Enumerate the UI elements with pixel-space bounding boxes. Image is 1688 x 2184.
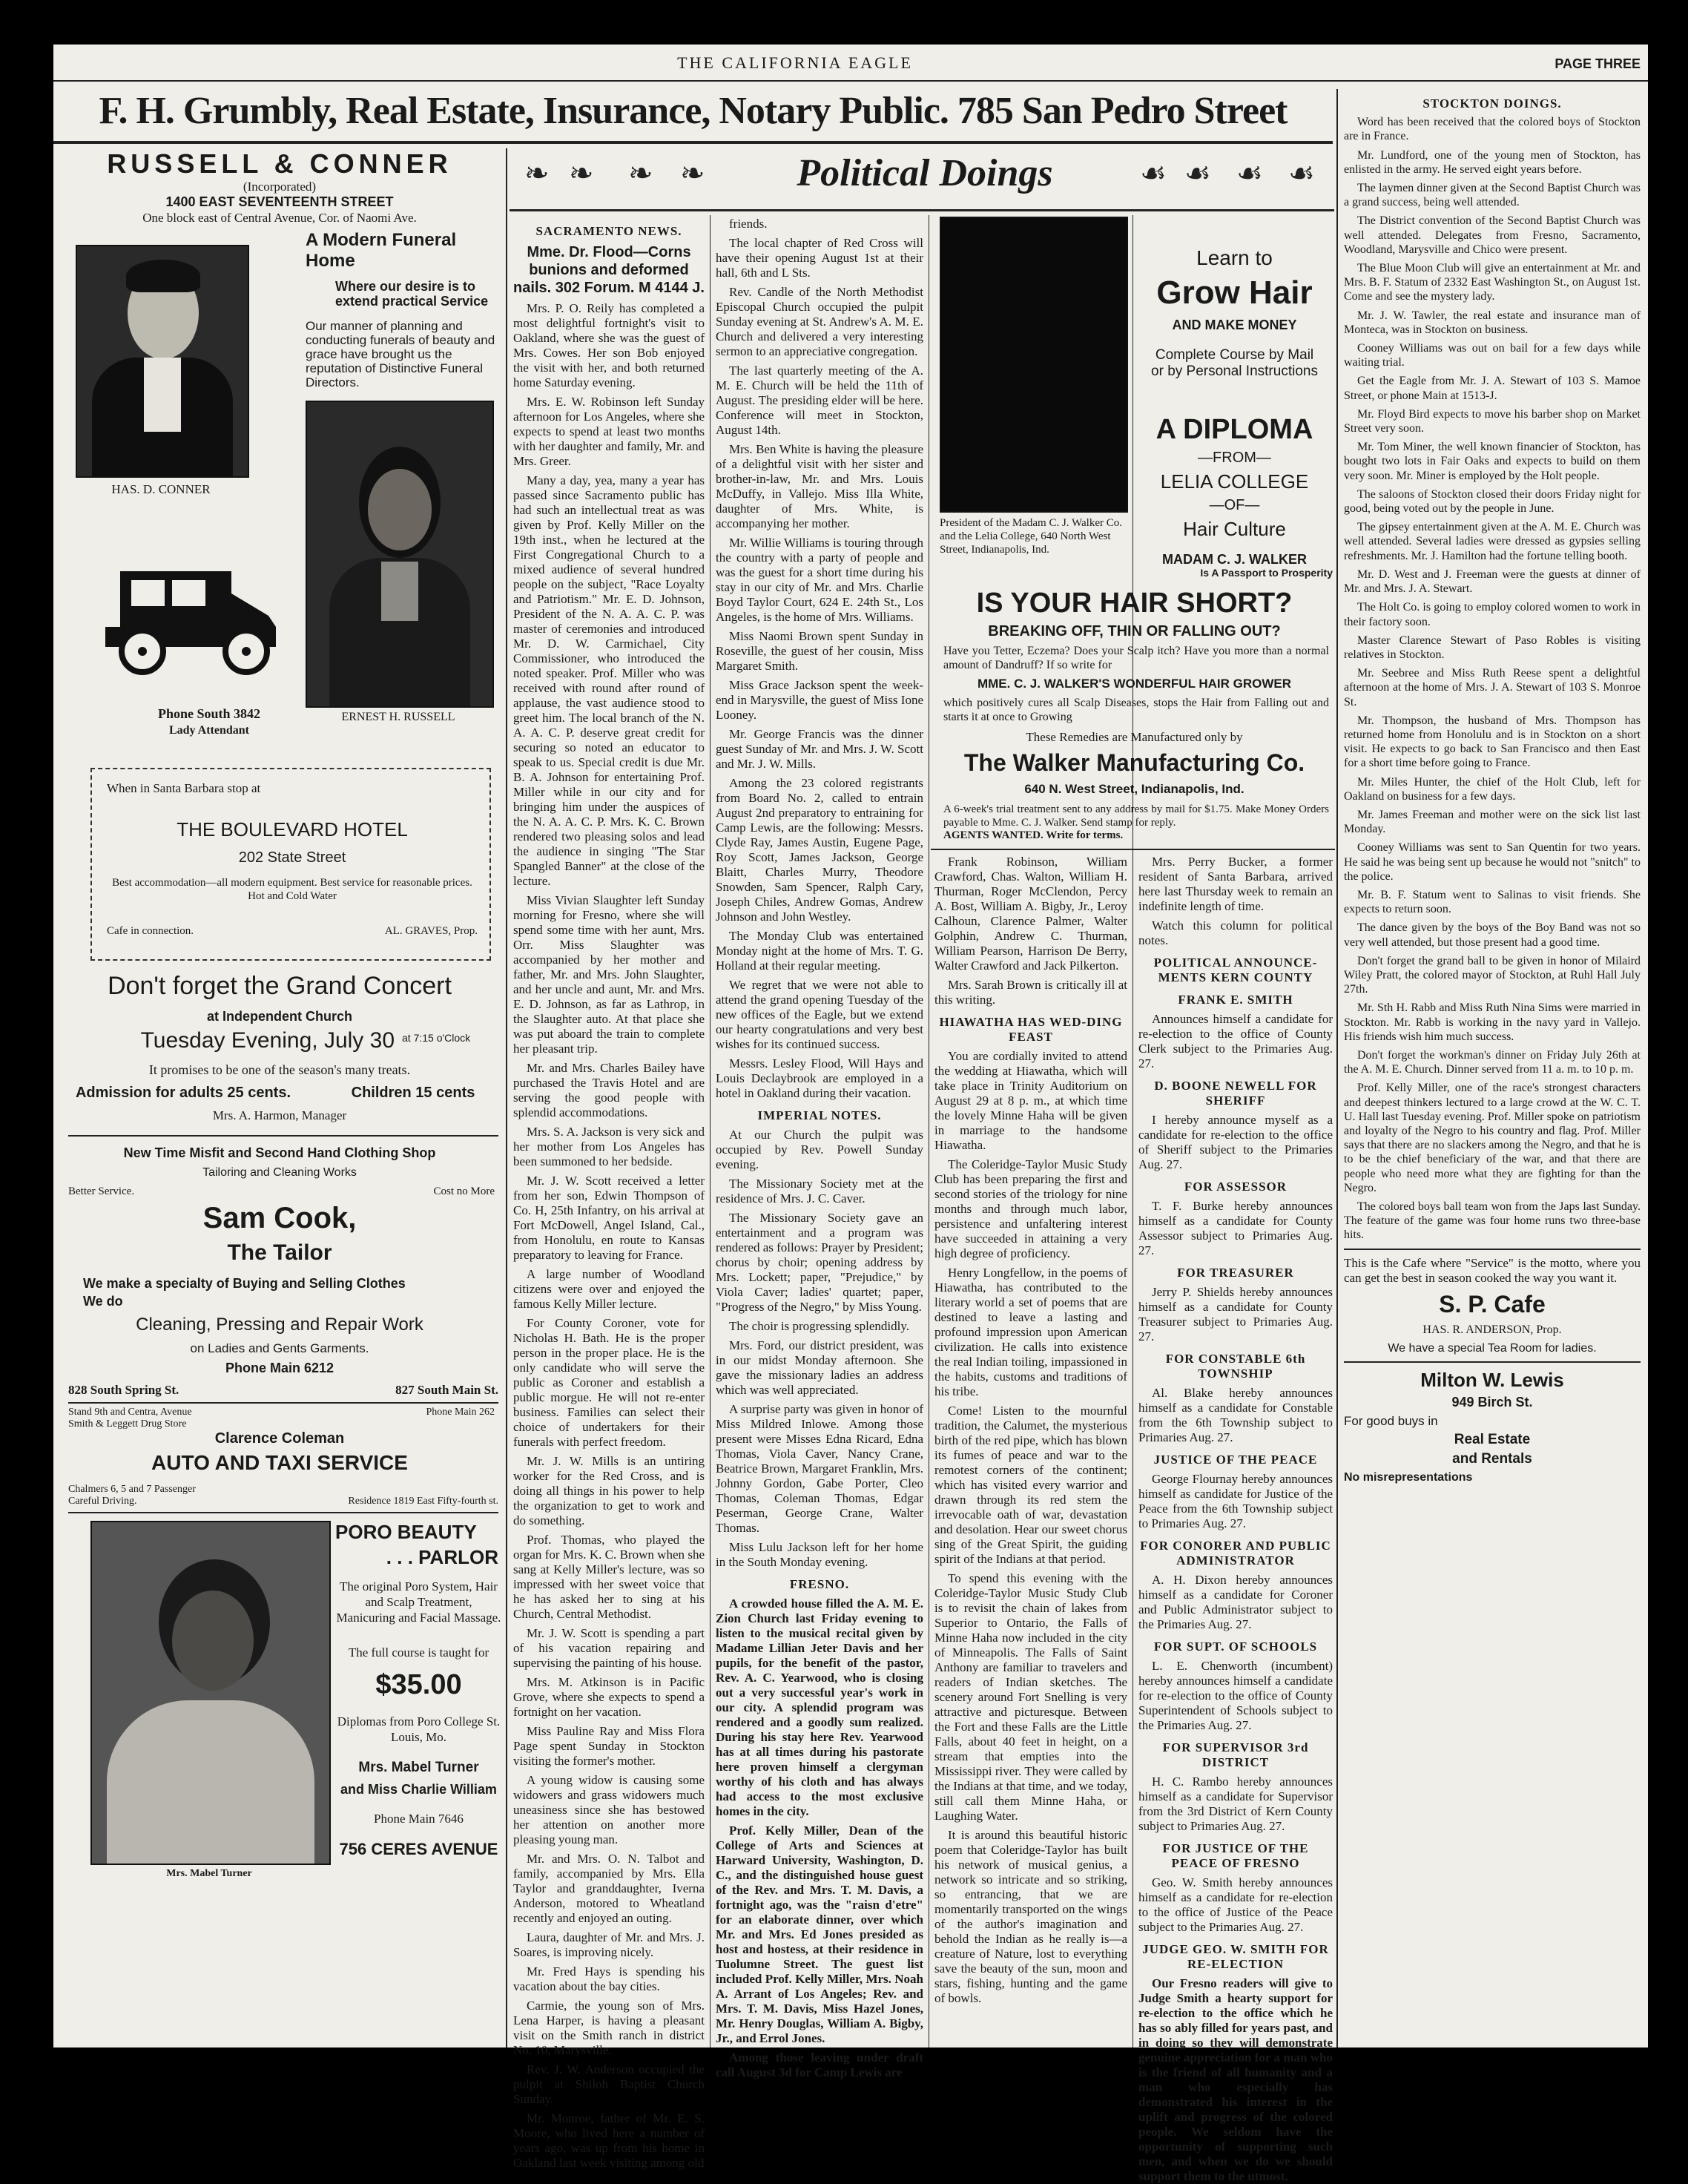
article-paragraph: Mr. Sth H. Rabb and Miss Ruth Nina Sims were married in Stockton. Mr. Rabb is working in the navy yard in Vallejo. His friends wish him much success. [1344, 1001, 1641, 1043]
conner-photo [76, 245, 249, 478]
announcement-text: I hereby announce myself as a candidate for re-election to the office of Sheriff subject to the Primaries Aug. 27. [1138, 1113, 1333, 1171]
walker-complete: Complete Course by Mail or by Personal Instructions [1151, 347, 1318, 379]
poro-title1: PORO BEAUTY [335, 1521, 477, 1543]
samcook-addr2: 827 South Main St. [395, 1383, 498, 1397]
eagle-ornament-icon: ❧ [628, 157, 653, 190]
article-paragraph: Mrs. Ford, our district president, was in our midst Monday afternoon. She gave the missionary ladies an address which was well appreciated. [716, 1338, 923, 1397]
column-sacramento [513, 217, 705, 2170]
sacramento-heading: SACRAMENTO NEWS. [535, 224, 682, 238]
madam-walker-photo [940, 217, 1128, 513]
concert-children: Children 15 cents [351, 1085, 475, 1101]
article-paragraph: A crowded house filled the A. M. E. Zion Church last Friday evening to listen to the musical recital given by Madame Lillian Jeter Davis and her pupils, for the benefit of the pastor, Rev. A. C. Yearwood, who is closing out a very successful year's work in our city. A splendid program was rendered and a goodly sum realized. During his stay here Rev. Yearwood has at all times during his pastorate here proven himself a clergyman worthy of his cloth and has always had access to the most exclusive homes in the city. [716, 1596, 923, 1818]
flood-ad: Mme. Dr. Flood—Corns bunions and deformed nails. 302 Forum. M 4144 J. [513, 244, 705, 296]
announcement-text: Announces himself a candidate for re-election to the office of County Clerk subject to the Primaries Aug. 27. [1138, 1012, 1333, 1070]
article-paragraph: For County Coroner, vote for Nicholas H. Bath. He is the proper person in the proper place. He is the only candidate who will serve the public as Coroner and establish a public morgue. He will not re-enter business. Families can select their choice of undertakers for their funerals with perfect freedom. [513, 1316, 705, 1449]
walker-culture: Hair Culture [1183, 518, 1286, 540]
article-paragraph: It is around this beautiful historic poem that Coleridge-Taylor has built his network of musical genius, a network so intricate and so striking, so entrancing, that we are momentarily transported on the wings of the author's imagination and behold the Indian as he really is—a creature of Nature, lost to everything save the beauty of the sun, moon and stars, fishing, hunting and the game of bowls. [934, 1828, 1127, 2005]
article-paragraph: Mr. George Francis was the dinner guest Sunday of Mr. and Mrs. J. W. Scott and Mr. J. W. Mills. [716, 727, 923, 771]
article-paragraph: Prof. Kelly Miller, one of the race's strongest characters and deepest thinkers lectured to a large crowd at the W. C. T. U. Hall last Tuesday evening. Prof. Miller spoke on patriotism and loyalty of the Negro to his country and flag. Prof. Miller says that there are no slackers among the Negro, and that he is to be the chief beneficiary of the war, and that there are people who need more what they are fighting for than the Negro. [1344, 1082, 1641, 1194]
article-paragraph: Prof. Kelly Miller, Dean of the College of Arts and Sciences at Harward University, Washington, D. C., and the distinguished house guest of the Rev. and Mrs. T. M. Davis, a fortnight ago, was the "raisn d'etre" for an elaborate dinner, over which Mr. and Mrs. Ed Jones presided as host and hostess, at their residence in Tuolumne Street. The guest list included Prof. Kelly Miller, Mrs. Noah A. Arrant of Los Angeles; Rev. and Mrs. T. M. Davis, Miss Hazel Jones, Mr. Henry Douglas, William A. Bigby, Jr., and Errol Jones. [716, 1823, 923, 2045]
stockton-heading: STOCKTON DOINGS. [1422, 96, 1562, 111]
article-paragraph: The local chapter of Red Cross will have their opening August 1st at their hall, 6th and L Sts. [716, 236, 923, 280]
political-announcements [1138, 993, 1333, 2184]
walker-diploma: A DIPLOMA [1155, 414, 1313, 445]
page-number: PAGE THREE [1555, 56, 1641, 71]
poro-names1: Mrs. Mabel Turner [358, 1760, 479, 1775]
announcement-text: L. E. Chenworth (incumbent) hereby announces himself a candidate for re-election to the office of County Superintendent of Schools subject to the Primaries Aug. 27. [1138, 1659, 1333, 1732]
col-rule-5 [1336, 89, 1338, 2048]
political-rule [510, 209, 1334, 211]
walker-grower: MME. C. J. WALKER'S WONDERFUL HAIR GROWER [977, 677, 1292, 691]
article-paragraph: Watch this column for political notes. [1138, 918, 1333, 947]
article-paragraph: Laura, daughter of Mr. and Mrs. J. Soares, is improving nicely. [513, 1930, 705, 1959]
article-paragraph: A young widow is causing some widowers and grass widowers much uneasiness since she has bestowed her attention on another more pleasing young man. [513, 1773, 705, 1846]
article-paragraph: A large number of Woodland citizens were over and enjoyed the famous Kelly Miller lecture. [513, 1267, 705, 1311]
walker-which: which positively cures all Scalp Diseases, stops the Hair from Falling out and starts it at once to Growing [943, 697, 1329, 723]
coleman-careful: Careful Driving. [68, 1496, 137, 1507]
samcook-ladies: on Ladies and Gents Garments. [190, 1341, 369, 1355]
lewis-rentals: and Rentals [1452, 1450, 1532, 1467]
article-paragraph: You are cordially invited to attend the wedding at Hiawatha, which will take place in Trinity Auditorium on August 29 at 8 p. m., at which time the lovely Minne Haha will be given in marriage to the handsome Hiawatha. [934, 1049, 1127, 1152]
article-paragraph: Mr. Fred Hays is spending his vacation about the bay cities. [513, 1964, 705, 1993]
samcook-rule [68, 1402, 498, 1404]
coleman-name: Clarence Coleman [214, 1430, 345, 1447]
walker-addr: 640 N. West Street, Indianapolis, Ind. [1024, 782, 1244, 796]
coleman-residence: Residence 1819 East Fifty-fourth st. [348, 1496, 498, 1507]
article-paragraph: Miss Pauline Ray and Miss Flora Page spent Sunday in Stockton visiting the former's mother. [513, 1724, 705, 1768]
article-paragraph: Miss Lulu Jackson left for her home in the South Monday evening. [716, 1540, 923, 1569]
article-paragraph: Rev. J. W. Anderson occupied the pulpit at Shiloh Baptist Church Sunday. [513, 2062, 705, 2106]
article-paragraph: Rev. Candle of the North Methodist Episcopal Church occupied the pulpit Sunday evening at St. Andrew's A. M. E. Church and delivered a very interesting sermon to an appreciative congregation. [716, 285, 923, 358]
poro-price: $35.00 [375, 1669, 462, 1700]
article-paragraph: The choir is progressing splendidly. [729, 1319, 909, 1333]
announcement-text: Geo. W. Smith hereby announces himself as a candidate for re-election to the office of Justice of the Peace subject to the Primaries Aug. 27. [1138, 1875, 1333, 1934]
russell-block: One block east of Central Avenue, Cor. of Naomi Ave. [142, 211, 417, 225]
article-paragraph: The Coleridge-Taylor Music Study Club has been preparing the first and second stories of the triology for nine months and through much labor, persistence and unfaltering interest have succeeded in attaining a very high degree of proficiency. [934, 1157, 1127, 1260]
banner-rule [53, 141, 1333, 144]
boulevard-name: THE BOULEVARD HOTEL [177, 818, 408, 841]
column-red-cross [716, 217, 923, 2079]
coleman-phone: Phone Main 262 [426, 1407, 495, 1418]
walker-president: President of the Madam C. J. Walker Co. and the Lelia College, 640 North West Street, Indianapolis, Ind. [940, 517, 1122, 556]
samcook-cleaning: Cleaning, Pressing and Repair Work [136, 1315, 423, 1335]
announcement-text: Jerry P. Shields hereby announces himself as a candidate for County Treasurer subject to Primaries Aug. 27. [1138, 1285, 1333, 1343]
stockton-paragraphs [1344, 115, 1641, 1242]
article-paragraph: Mrs. S. A. Jackson is very sick and her mother from Los Angeles has been summoned to her bedside. [513, 1125, 705, 1168]
poro-diplomas: Diplomas from Poro College St. Louis, Mo. [337, 1714, 501, 1744]
russell-phone: Phone South 3842 [157, 706, 261, 721]
article-paragraph: Get the Eagle from Mr. J. A. Stewart of 103 S. Mamoe Street, or phone Main at 1513-J. [1344, 375, 1641, 402]
political-doings-title: Political Doings [797, 152, 1053, 194]
walker-learn: Learn to [1196, 246, 1273, 269]
article-paragraph: Henry Longfellow, in the poems of Hiawatha, has contributed to the literary world a set of poems that are destined to leave a lasting and profound impression upon American civilization. He calls into existence the real Indian toiling, impassioned in the habits, customs and traditions of his tribe. [934, 1266, 1127, 1398]
article-paragraph: The Missionary Society met at the residence of Mrs. J. C. Caver. [716, 1177, 923, 1206]
eagle-ornament-icon: ☙ [1236, 157, 1263, 190]
sp-cafe-tea: We have a special Tea Room for ladies. [1388, 1341, 1597, 1355]
announcement-heading: D. BOONE NEWELL FOR SHERIFF [1154, 1079, 1317, 1108]
article-paragraph: Mr. Tom Miner, the well known financier of Stockton, has bought two lots in Fair Oaks and expects to build on them very soon. Mr. Miner is employed by the Holt people. [1344, 441, 1641, 482]
hearse-car-icon [98, 564, 291, 682]
samcook-wedo: We do [83, 1294, 123, 1309]
article-paragraph: The Monday Club was entertained Monday night at the home of Mrs. T. G. Holland at their regular meeting. [716, 929, 923, 973]
article-paragraph: Mr. Thompson, the husband of Mrs. Thompson has returned home from Honolulu and is in Stockton on a short visit. He expects to go back to San Francisco and then East for a short time before going to France. [1344, 714, 1641, 770]
article-paragraph: The colored boys ball team won from the Japs last Sunday. The feature of the game was four home runs two three-base hits. [1344, 1200, 1641, 1242]
walker-of: —OF— [1209, 497, 1260, 513]
article-paragraph: Mrs. Ben White is having the pleasure of a delightful visit with her sister and brother-in-law, Mr. and Mrs. Louis McDuffy, in Vallejo. Miss Illa White, daughter of Mrs. White, is accompanying her mother. [716, 442, 923, 530]
poro-title2: . . . PARLOR [386, 1546, 498, 1568]
walker-mfg: The Walker Manufacturing Co. [963, 749, 1305, 776]
announcement-heading: FOR TREASURER [1177, 1266, 1294, 1280]
kern-heading: POLITICAL ANNOUNCE-MENTS KERN COUNTY [1153, 956, 1318, 984]
article-paragraph: Mrs. P. O. Reily has completed a most delightful fortnight's visit to Oakland, where she was the guest of Mrs. Cowes. Her son Bob enjoyed the visit with her, and both returned home Saturday evening. [513, 301, 705, 389]
article-paragraph: Miss Naomi Brown spent Sunday in Roseville, the guest of her cousin, Miss Margaret Smith. [716, 629, 923, 673]
article-paragraph: Master Clarence Stewart of Paso Robles is visiting relatives in Stockton. [1344, 634, 1641, 661]
article-paragraph: Messrs. Lesley Flood, Will Hays and Louis Declaybrook are employed in a hotel in Oakland during their vacation. [716, 1056, 923, 1100]
poro-names2: and Miss Charlie William [340, 1782, 497, 1797]
announcement-heading: JUDGE GEO. W. SMITH FOR RE-ELECTION [1142, 1942, 1329, 1971]
article-paragraph: The Holt Co. is going to employ colored women to work in their factory soon. [1344, 601, 1641, 628]
russell-attendant: Lady Attendant [168, 724, 250, 737]
article-paragraph: The gipsey entertainment given at the A. M. E. Church was well attended. Several ladies were dressed as gypsies selling refreshments. Mr. J. Hamilton had the fortune telling booth. [1344, 521, 1641, 562]
article-paragraph: To spend this evening with the Coleridge-Taylor Music Study Club is to revisit the chain of lakes from Superior to Ontario, the Falls of Minne Haha now included in the city of Minneapolis. The Falls of Saint Anthony are familiar to travelers and readers of Indian sketches. The scenery around Fort Snelling is very attractive and picturesque. Between the Fort and these Falls are the Little Falls, about 40 feet in height, on a stream that empties into the Mississippi river. They were called by the Indians at that time, and we today, still call them Minne Haha, or Laughing Water. [934, 1571, 1127, 1823]
article-paragraph: Among those leaving under draft call August 3d for Camp Lewis are [716, 2050, 923, 2079]
eagle-ornament-icon: ❧ [524, 157, 550, 190]
article-paragraph: Mrs. Sarah Brown is critically ill at this writing. [934, 978, 1127, 1007]
boulevard-prop: AL. GRAVES, Prop. [384, 925, 478, 937]
russell-inc: (Incorporated) [243, 180, 317, 194]
article-paragraph: Cooney Williams was out on bail for a few days while waiting trial. [1344, 342, 1641, 369]
hiawatha-paragraphs [934, 1049, 1127, 2006]
coleman-stand: Stand 9th and Centra, Avenue [68, 1407, 192, 1418]
eagle-ornament-icon: ❧ [680, 157, 705, 190]
column-political [1138, 855, 1333, 2183]
fresno-heading: FRESNO. [789, 1577, 850, 1591]
masthead-rule [53, 80, 1648, 82]
col-rule-1 [506, 148, 507, 2048]
eagle-ornament-icon: ☙ [1288, 157, 1315, 190]
coleman-rule [68, 1512, 498, 1513]
announcement-heading: FOR CONSTABLE 6th TOWNSHIP [1165, 1352, 1306, 1381]
coleman-service: AUTO AND TAXI SERVICE [151, 1451, 408, 1474]
sacramento-paragraphs [513, 301, 705, 2171]
walker-breaking: BREAKING OFF, THIN OR FALLING OUT? [988, 623, 1281, 639]
article-paragraph: Come! Listen to the mournful tradition, the Calumet, the mysterious birth of the red pipe, which has blown its fumes of peace and war to the remotest corners of the continent; which has visited every warrior and drawn through its red stem the irrevocable oath of war, devastation and desolation. Hear our sweet chorus sing of the Great Spirit, the guiding spirit of the Indians at that period. [934, 1404, 1127, 1566]
samcook-cost: Cost no More [433, 1185, 495, 1197]
banner-grumbly: F. H. Grumbly, Real Estate, Insurance, Notary Public. 785 San Pedro Street [99, 90, 1288, 132]
imperial-paragraphs [716, 1128, 923, 1570]
walker-rule [931, 849, 1335, 850]
russell-tagline2: Where our desire is to extend practical Service [335, 279, 489, 309]
coleman-smith: Smith & Leggett Drug Store [68, 1418, 187, 1430]
lewis-real: Real Estate [1454, 1432, 1531, 1448]
announcement-text: A. H. Dixon hereby announces himself as a candidate for Coroner and Public Administrator subject to the Primaries Aug. 27. [1138, 1573, 1333, 1631]
fresno-paragraphs [716, 1596, 923, 2080]
concert-date: Tuesday Evening, July 30 [140, 1028, 395, 1053]
col-rule-2 [710, 215, 711, 2048]
article-paragraph: Mr. Floyd Bird expects to move his barber shop on Market Street very soon. [1344, 407, 1641, 435]
announcement-heading: FRANK E. SMITH [1178, 993, 1293, 1007]
lewis-name: Milton W. Lewis [1420, 1369, 1564, 1392]
article-paragraph: The saloons of Stockton closed their doors Friday night for good, being voted out by the people in June. [1344, 487, 1641, 516]
walker-madam: MADAM C. J. WALKER [1162, 552, 1307, 567]
walker-money: AND MAKE MONEY [1172, 318, 1297, 332]
article-paragraph: Mr. and Mrs. Charles Bailey have purchased the Travis Hotel and are serving the good people with splendid accommodations. [513, 1061, 705, 1119]
article-paragraph: Mr. B. F. Statum went to Salinas to visit friends. She expects to return soon. [1344, 888, 1641, 916]
article-paragraph: Mr. D. West and J. Freeman were the guests at dinner of Mr. and Mrs. J. A. Stewart. [1344, 568, 1641, 596]
walker-agents: AGENTS WANTED. Write for terms. [943, 829, 1124, 841]
announcement-heading: FOR SUPERVISOR 3rd DISTRICT [1162, 1740, 1309, 1769]
russell-address: 1400 EAST SEVENTEENTH STREET [165, 194, 394, 209]
article-paragraph: Mr. J. W. Scott is spending a part of his vacation repairing and supervising the painting of his house. [513, 1626, 705, 1670]
article-paragraph: Don't forget the workman's dinner on Friday July 26th at the A. M. E. Church. Dinner served from 11 a. m. to 10 p. m. [1344, 1048, 1641, 1076]
boulevard-line1: When in Santa Barbara stop at [107, 781, 261, 795]
draft-list [934, 855, 1127, 1007]
paper-name: THE CALIFORNIA EAGLE [677, 53, 913, 72]
concert-manager: Mrs. A. Harmon, Manager [212, 1108, 347, 1122]
concert-title: Don't forget the Grand Concert [108, 972, 452, 1000]
walker-passport: Is A Passport to Prosperity [1200, 567, 1333, 579]
article-paragraph: At our Church the pulpit was occupied by Rev. Powell Sunday evening. [716, 1128, 923, 1171]
samcook-addr1: 828 South Spring St. [68, 1383, 179, 1397]
boulevard-address: 202 State Street [238, 849, 346, 866]
announcement-text: T. F. Burke hereby announces himself as a candidate for County Assessor subject to Primaries Aug. 27. [1138, 1199, 1333, 1257]
boulevard-hotel-ad [90, 768, 491, 961]
article-paragraph: Don't forget the grand ball to be given in honor of Milaird Wiley Pratt, the colored mayor of Stockton, at Ruhl Hall July 27th. [1344, 954, 1641, 996]
samcook-phone: Phone Main 6212 [225, 1361, 334, 1375]
article-paragraph: Mr. J. W. Scott received a letter from her son, Edwin Thompson of Co. H, 25th Infantry, on his arrival at Fort McDowell, Angel Island, Cal., from Honolulu, en route to Kansas preparatory to leaving for France. [513, 1174, 705, 1262]
announcement-heading: JUSTICE OF THE PEACE [1153, 1453, 1318, 1467]
red-cross-paragraphs [716, 217, 923, 1101]
announcement-heading: FOR JUSTICE OF THE PEACE OF FRESNO [1162, 1841, 1309, 1870]
article-paragraph: The Missionary Society gave an entertainment and a program was rendered as follows: Prayer by President; chorus by choir; opening address by Mrs. Lockett; paper, "Prejudice," by Viola Caver; ladies' quartet; paper, "Progress of the Negro," by Miss Young. [716, 1211, 923, 1314]
article-paragraph: friends. [729, 217, 768, 231]
announcement-text: H. C. Rambo hereby announces himself as a candidate for Supervisor from the 3rd District of Kern County subject to Primaries Aug. 27. [1138, 1774, 1333, 1833]
russell-body: Our manner of planning and conducting funerals of beauty and grace have brought us the reputation of Distinctive Funeral Directors. [306, 319, 495, 389]
eagle-ornament-icon: ❧ [569, 157, 594, 190]
article-paragraph: Frank Robinson, William Crawford, Chas. Walton, William H. Thurman, Roger McClendon, Percy A. Bost, William A. Bigby, Jr., Leroy Calhoun, Clarence Palmer, Walter Golphin, Andrew C. Thurman, William Pearson, Harrison De Berry, Walter Crawford and Jack Pilkerton. [934, 855, 1127, 973]
mabel-turner-photo [90, 1521, 331, 1865]
russell-conner-name: RUSSELL & CONNER [107, 148, 452, 179]
column-hiawatha [934, 855, 1127, 2042]
article-paragraph: Mr. Monroe, father of Mr. E. S. Moore, who lived here a number of years ago, was up from his home in Oakland last week visiting among old [513, 2111, 705, 2170]
article-paragraph: Mrs. Perry Bucker, a former resident of Santa Barbara, arrived here last Thursday week to remain an indefinite length of time. [1138, 855, 1333, 913]
walker-tetter: Have you Tetter, Eczema? Does your Scalp itch? Have you more than a normal amount of Dandruff? If so write for [943, 645, 1329, 671]
samcook-name: Sam Cook, [202, 1202, 357, 1234]
coleman-chalmers: Chalmers 6, 5 and 7 Passenger [68, 1484, 196, 1495]
article-paragraph: The laymen dinner given at the Second Baptist Church was a grand success, being well attended. [1344, 182, 1641, 209]
article-paragraph: Mrs. E. W. Robinson left Sunday afternoon for Los Angeles, where she expects to spend at least two months with her daughter and family, Mr. and Mrs. Greer. [513, 395, 705, 468]
walker-lelia: LELIA COLLEGE [1160, 470, 1309, 493]
samcook-spec: We make a specialty of Buying and Selling Clothes [83, 1276, 406, 1291]
poro-address: 756 CERES AVENUE [339, 1840, 498, 1858]
article-paragraph: The dance given by the boys of the Boy Band was not so very well attended, but those present had a good time. [1344, 921, 1641, 949]
poro-desc: The original Poro System, Hair and Scalp Treatment, Manicuring and Facial Massage. [336, 1579, 501, 1625]
article-paragraph: The last quarterly meeting of the A. M. E. Church will be held the 11th of August. The presiding elder will be here. Conference will meet in Stockton, August 14th. [716, 364, 923, 437]
article-paragraph: The Blue Moon Club will give an entertainment at Mr. and Mrs. B. F. Statum of 2332 East Washington St., on August 1st. Come and see the mystery lady. [1344, 262, 1641, 303]
eagle-ornament-icon: ☙ [1184, 157, 1211, 190]
article-paragraph: Mr. James Freeman and mother were on the sick list last Monday. [1344, 808, 1641, 836]
samcook-works: Tailoring and Cleaning Works [202, 1166, 357, 1179]
sp-cafe-text: This is the Cafe where "Service" is the motto, where you can get the best in season cooked the way you want it. [1344, 1255, 1641, 1285]
article-paragraph: Mr. J. W. Mills is an untiring worker for the Red Cross, and is doing all things in his power to help the organization to get to work and do something. [513, 1454, 705, 1527]
walker-grow: Grow Hair [1156, 274, 1313, 311]
boulevard-cafe: Cafe in connection. [107, 925, 194, 937]
walker-short: IS YOUR HAIR SHORT? [976, 588, 1293, 619]
lewis-addr: 949 Birch St. [1451, 1395, 1533, 1410]
russell-tagline1: A Modern Funeral Home [306, 230, 457, 271]
political-header [517, 148, 1333, 208]
article-paragraph: Mr. Lundford, one of the young men of Stockton, has enlisted in the army. He served eight years before. [1344, 148, 1641, 176]
hiawatha-heading: HIAWATHA HAS WED-DING FEAST [939, 1015, 1123, 1044]
article-paragraph: Mr. Seebree and Miss Ruth Reese spent a delightful afternoon at the home of Mrs. J. A. Stewart of 103 S. Monroe St. [1344, 667, 1641, 708]
article-paragraph: Mrs. M. Atkinson is in Pacific Grove, where she expects to spend a fortnight on her vacation. [513, 1675, 705, 1719]
sp-cafe-prop: HAS. R. ANDERSON, Prop. [1422, 1323, 1562, 1336]
walker-from: —FROM— [1198, 450, 1271, 466]
russell-photo [306, 401, 494, 708]
eagle-ornament-icon: ☙ [1140, 157, 1167, 190]
article-paragraph: We regret that we were not able to attend the grand opening Tuesday of the new offices of the Eagle, but we extend our hearty congratulations and very best wishes for its continued success. [716, 978, 923, 1051]
announcement-heading: FOR SUPT. OF SCHOOLS [1153, 1639, 1318, 1654]
russell-caption: ERNEST H. RUSSELL [341, 711, 455, 723]
lewis-buys: For good buys in [1344, 1414, 1438, 1429]
article-paragraph: Mr. and Mrs. O. N. Talbot and family, accompanied by Mrs. Ella Taylor and granddaughter, Iverna Anderson, motored to Wheatland recently and enjoyed an outing. [513, 1852, 705, 1925]
conner-caption: HAS. D. CONNER [111, 482, 211, 496]
article-paragraph: A surprise party was given in honor of Miss Mildred Inlowe. Among those present were Misses Edna Ricard, Edna Thomas, Viola Caver, Nancy Crane, Beatrice Brown, Margaret Franklin, Mrs. Johnny Gordon, Gabe Porter, Cleo Thomas, Coleman Thomas, Edgar Peserman, George Crane, Walter Thomas. [716, 1402, 923, 1535]
concert-adults: Admission for adults 25 cents. [75, 1085, 291, 1101]
sp-cafe-ad [1344, 1249, 1641, 1355]
announcement-heading: FOR CONORER AND PUBLIC ADMINISTRATOR [1140, 1539, 1331, 1568]
imperial-heading: IMPERIAL NOTES. [757, 1108, 882, 1122]
poro-phone: Phone Main 7646 [374, 1812, 464, 1826]
announcement-heading: FOR ASSESSOR [1184, 1180, 1288, 1194]
lewis-ad [1344, 1361, 1641, 1484]
article-paragraph: Among the 23 colored registrants from Board No. 2, called to entrain August 2nd preparatory to entraining for Camp Lewis, are the following: Messrs. Clyde Ray, James Austin, Eugene Page, Roy Scott, James Jackson, George Blaitt, Charles Murry, Theodore Snowden, Sam Spencer, Ralph Cary, Joseph Chiles, Andrew Gomas, Andrew Johnson and John Westley. [716, 776, 923, 924]
concert-rule [68, 1135, 498, 1137]
newspaper-page [53, 45, 1648, 2183]
article-paragraph: Mr. Willie Williams is touring through the country with a party of people and was the guest for a short time during his stay in our city of Mr. and Mrs. Charlie Boyd Taylor Court, 624 E. 24th St., Los Angeles, is the home of Mrs. Williams. [716, 536, 923, 624]
walker-treatment: A 6-week's trial treatment sent to any address by mail for $1.75. Make Money Orders payable to Mme. C. J. Walker. Send stamp for reply. [943, 803, 1329, 829]
poro-course: The full course is taught for [348, 1645, 489, 1660]
article-paragraph: Miss Vivian Slaughter left Sunday morning for Fresno, where she will spend some time with her aunt, Mrs. Orr. Miss Slaughter was accompanied by her mother and father, Mr. and Mrs. John Slaughter, and her uncle and aunt, Mr. and Mrs. E. D. Johnson, as far as Lathrop, in the Slaughter auto. At that place she was put aboard the train to complete her pleasant trip. [513, 893, 705, 1056]
article-paragraph: Mr. J. W. Tawler, the real estate and insurance man of Monteca, was in Stockton on business. [1344, 309, 1641, 336]
announcement-text: Our Fresno readers will give to Judge Smith a hearty support for re-election to the office which he has so ably filled for years past, and in doing so they will demonstrate genuine appreciation for a man who is the friend of all humanity and a man who especially has demonstrated his interest in the uplift and progress of the colored people. We seldom have the opportunity of supporting such men, and when we do we should support them to the utmost. [1138, 1976, 1333, 2183]
walker-remedies: These Remedies are Manufactured only by [1026, 730, 1243, 744]
samcook-title: The Tailor [227, 1240, 332, 1265]
concert-at: at Independent Church [206, 1009, 352, 1024]
article-paragraph: Miss Grace Jackson spent the week-end in Marysville, the guest of Miss Ione Looney. [716, 678, 923, 722]
boulevard-desc: Best accommodation—all modern equipment. Best service for reasonable prices. Hot and Cold Water [112, 877, 472, 902]
article-paragraph: Carmie, the young son of Mrs. Lena Harper, is having a pleasant visit on the Smith ranch in district No. 10, Marysville. [513, 1999, 705, 2057]
column-stockton [1344, 89, 1641, 2048]
concert-promise: It promises to be one of the season's many treats. [148, 1062, 411, 1077]
article-paragraph: Mr. Miles Hunter, the chief of the Holt Club, left for Oakland on business for a few days. [1344, 775, 1641, 803]
samcook-better: Better Service. [68, 1185, 135, 1197]
concert-time: at 7:15 o'Clock [402, 1032, 471, 1044]
article-paragraph: Cooney Williams was sent to San Quentin for two years. He said he was being sent up because he would not "snitch" to the police. [1344, 841, 1641, 883]
lewis-misrep: No misrepresentations [1344, 1470, 1473, 1484]
article-paragraph: Many a day, yea, many a year has passed since Sacramento public has had such an intellectual treat as was given by Prof. Kelly Miller on the 19th inst., when he lectured at the First Congregational Church to a mixed audience of several hundred people on the subject, "Race Loyalty and Patriotism." Mr. E. D. Johnson, President of the N. A. A. C. P. was master of ceremonies and introduced Mr. D. W. Carmichael, City Commissioner, who introduced the noted speaker. Prof. Miller who was received with round after round of applause, the vast audience stood to greet him. The local branch of the N. A. A. C. P. deserve great credit for securing so noted an educator to speak to us. Special credit is due Mr. B. A. Johnson for entertaining Prof. Miller while in our city and for bringing him under the auspices of the N. A. A. C. P. Mrs. K. C. Brown rendered two pleasing solos and lead the audience in singing "The Star Spangled Banner" at the close of the lecture. [513, 473, 705, 888]
article-paragraph: The District convention of the Second Baptist Church was well attended. Delegates from Fresno, Sacramento, Woodland, Marysville and Chico were present. [1344, 214, 1641, 256]
article-paragraph: Prof. Thomas, who played the organ for Mrs. K. C. Brown when she sang at Kelly Miller's lecture, was so impressed with her sweet voice that he has asked her to sing at his Church, Central Methodist. [513, 1533, 705, 1621]
announcement-text: George Flournay hereby announces himself as candidate for Justice of the Peace from the 6th Township subject to Primaries Aug. 27. [1138, 1472, 1333, 1530]
article-paragraph: Word has been received that the colored boys of Stockton are in France. [1344, 116, 1641, 143]
sp-cafe-name: S. P. Cafe [1439, 1290, 1546, 1318]
poro-caption: Mrs. Mabel Turner [166, 1868, 252, 1879]
announcement-text: Al. Blake hereby announces himself as a candidate for Constable from the 6th Township subject to Primaries Aug. 27. [1138, 1386, 1333, 1444]
samcook-shop: New Time Misfit and Second Hand Clothing Shop [123, 1145, 436, 1160]
political-notes [1138, 855, 1333, 948]
